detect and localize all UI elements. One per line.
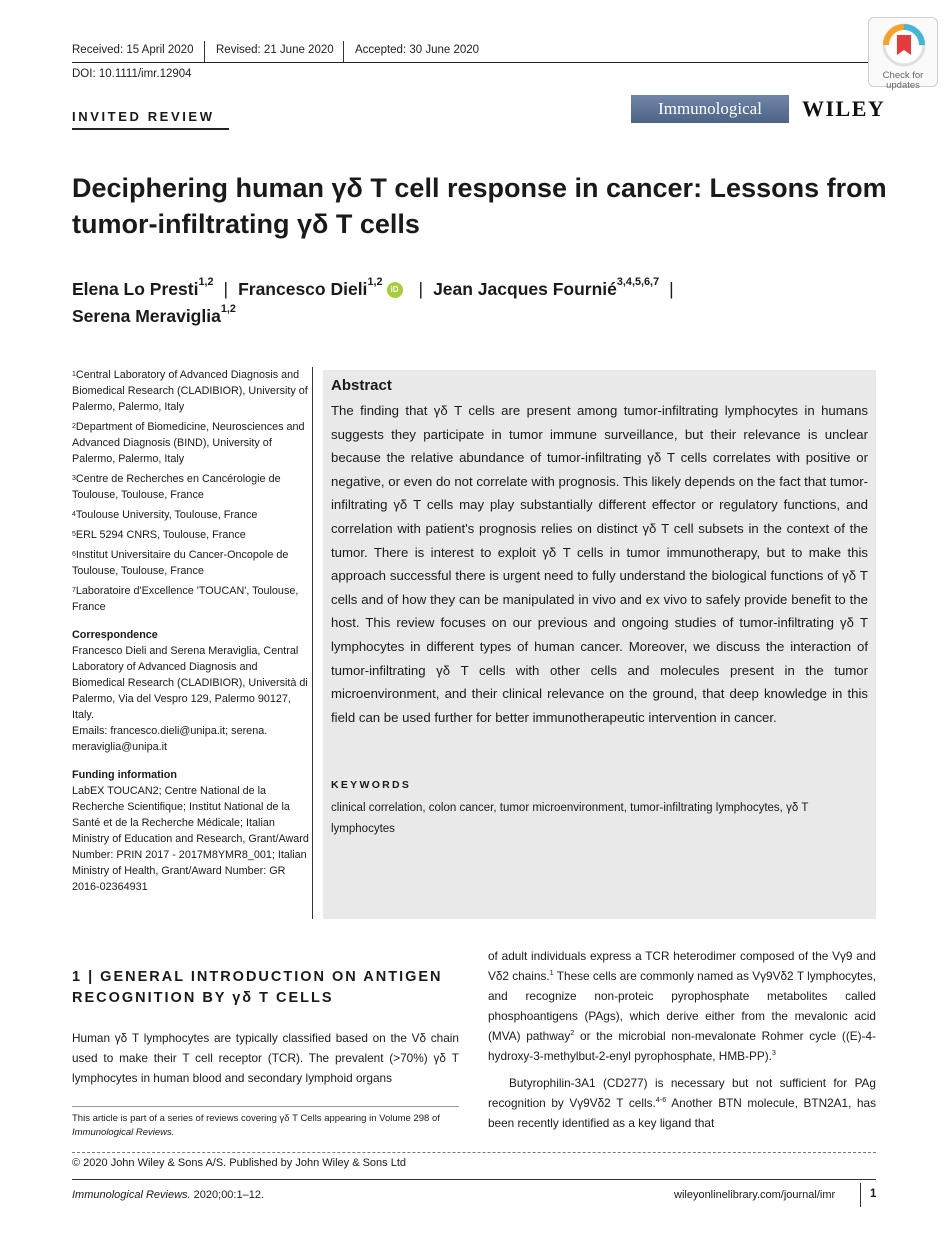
journal-logo: Immunological Reviews [631, 95, 789, 123]
affiliation: $^3$Centre de Recherches en Cancérologie de Toulouse, Toulouse, France [72, 473, 281, 501]
abstract-text: The finding that γδ T cells are present among tumor-infiltrating lymphocytes in humans suggests they participate in tumor immune surveillance, but their relevance is unclear because the relative abundance of tumor-infiltrating γδ T cells correlates with positive or negative, or even do not correlate with prognosis. This likely depends on the fact that tumor-infiltrating γδ T cells may play substantially different effector or regulatory functions, and correlation with patient's prognosis relies on distinct γδ T cell subsets in the context of the tumor. There is interest to exploit γδ T cells in tumor immunotherapy, but to make this approach successful there is urgent need to fully understand the biological functions of γδ T cells and of how they can be manipulated in vivo and ex vivo to safely provide benefit to the host. This review focuses on our previous and ongoing studies of tumor-infiltrating γδ T lymphocytes in different types of human cancer. Moreover, we discuss the interaction of tumor-infiltrating γδ T cells with other cells and molecules present in the tumor microenvironment, and their clinical relevance on the ground, that deep knowledge in this field can be used further for better immunotherapeutic intervention in cancer. [331, 403, 868, 725]
orcid-icon[interactable]: iD [387, 282, 403, 298]
copyright-rule [72, 1152, 876, 1153]
funding-heading: Funding information [72, 769, 177, 781]
article-type-underline [72, 128, 229, 130]
funding-text: LabEX TOUCAN2; Centre National de la Recherche Scientifique; Institut National de la Santé et de la Recherche Médicale; Italian Ministry of Education and Research, Grant/Award Number: PRIN 2017 - 2017M8YMR8_001; Italian Ministry of Health, Grant/Award Number: GR 2016-02364931 [72, 785, 309, 893]
author-name[interactable]: Elena Lo Presti [72, 279, 199, 299]
header-rule [72, 62, 872, 63]
citation-ref[interactable]: 2 [570, 1028, 575, 1037]
journal-citation: Immunological Reviews. 2020;00:1–12. [72, 1189, 265, 1201]
affiliation: $^4$Toulouse University, Toulouse, France [72, 509, 258, 521]
affiliation: $^6$Institut Universitaire du Cancer-Oncopole de Toulouse, Toulouse, France [72, 549, 289, 577]
accepted-date: Accepted: 30 June 2020 [355, 44, 480, 56]
affiliation: $^1$Central Laboratory of Advanced Diagnosis and Biomedical Research (CLADIBIOR), University of Palermo, Palermo, Italy [72, 369, 308, 413]
citation-ref[interactable]: 3 [771, 1048, 776, 1057]
author-name[interactable]: Francesco Dieli [238, 279, 368, 299]
article-title: Deciphering human γδ T cell response in cancer: Lessons from tumor-infiltrating γδ T cells [72, 173, 887, 239]
affiliation: $^7$Laboratoire d'Excellence 'TOUCAN', Toulouse, France [72, 585, 299, 613]
body-paragraph: Butyrophilin-3A1 (CD277) is necessary but not sufficient for PAg recognition by Vγ9Vδ2 T cells.$^{4-6}$ Another BTN molecule, BTN2A1, has been recently identified as a key ligand that [488, 1076, 876, 1130]
keywords-text: clinical correlation, colon cancer, tumor microenvironment, tumor-infiltrating lymphocytes, γδ T lymphocytes [331, 802, 809, 835]
affiliation: $^5$ERL 5294 CNRS, Toulouse, France [72, 529, 246, 541]
journal-website-link[interactable]: wileyonlinelibrary.com/journal/imr [674, 1189, 836, 1201]
revised-date: Revised: 21 June 2020 [216, 44, 334, 56]
column-divider [312, 367, 313, 919]
affiliation: $^2$Department of Biomedicine, Neurosciences and Advanced Diagnosis (BIND), University of Palermo, Palermo, Italy [72, 421, 305, 465]
author-name[interactable]: Serena Meraviglia [72, 306, 221, 326]
header-divider [343, 41, 344, 63]
correspondence-emails[interactable]: Emails: francesco.dieli@unipa.it; serena. meraviglia@unipa.it [72, 725, 268, 753]
doi[interactable]: DOI: 10.1111/imr.12904 [72, 68, 192, 80]
footnote-rule [72, 1106, 459, 1107]
page-number: 1 [870, 1188, 877, 1200]
bookmark-icon [869, 18, 939, 70]
body-paragraph: of adult individuals express a TCR heterodimer composed of the Vγ9 and Vδ2 chains.$^1$ These cells are commonly named as Vγ9Vδ2 T lymphocytes, and recognize non-proteic pyrophosphate metabolites called phosphoantigens (PAgs), which derive either from the mevalonic acid (MVA) pathway$^2$ or the microbial non-mevalonate Rohmer cycle ((E)-4-hydroxy-3-methylbut-2-enyl pyrophosphate, HMB-PP).$^3$ [488, 949, 876, 1063]
footer-rule [72, 1179, 876, 1180]
citation-ref[interactable]: 1 [549, 968, 554, 977]
body-paragraph: Human γδ T lymphocytes are typically classified based on the Vδ chain used to make their T cell receptor (TCR). The prevalent (>70%) γδ T lymphocytes in human blood and secondary lymphoid organs [72, 1031, 459, 1085]
author-affil-sup: 1,2 [367, 276, 383, 288]
article-type: INVITED REVIEW [72, 109, 215, 124]
check-for-updates-label: Check for updates [882, 70, 924, 91]
keywords-heading: KEYWORDS [331, 779, 412, 791]
footnote: This article is part of a series of reviews covering γδ T Cells appearing in Volume 298 of Immunological Reviews. [72, 1113, 440, 1138]
author-affil-sup: 3,4,5,6,7 [616, 276, 660, 288]
section-heading: 1 | GENERAL INTRODUCTION ON ANTIGEN RECOGNITION BY γδ T CELLS [72, 969, 443, 1006]
publisher-logo: WILEY [802, 96, 886, 121]
abstract-heading: Abstract [331, 377, 392, 394]
author-line-2 [72, 303, 236, 327]
author-name[interactable]: Jean Jacques Fournié [433, 279, 617, 299]
received-date: Received: 15 April 2020 [72, 44, 194, 56]
author-affil-sup: 1,2 [198, 276, 214, 288]
citation-ref[interactable]: 4-6 [655, 1095, 667, 1104]
copyright: © 2020 John Wiley & Sons A/S. Published by John Wiley & Sons Ltd [72, 1157, 407, 1169]
correspondence-heading: Correspondence [72, 629, 158, 641]
page-number-divider [860, 1183, 861, 1207]
correspondence-text: Francesco Dieli and Serena Meraviglia, Central Laboratory of Advanced Diagnosis and Biomedical Research (CLADIBIOR), Università di Palermo, Via del Vespro 129, Palermo 90127, Italy. [72, 645, 308, 721]
author-line-1: Elena Lo Presti$^{1,2}$ | Francesco Dieli$^{1,2}$iD | Jean Jacques Fournié$^{3,4,5,6,7}$ | [72, 276, 674, 299]
header-divider [204, 41, 205, 63]
author-affil-sup: 1,2 [220, 303, 236, 315]
affiliations-column [72, 367, 312, 895]
check-for-updates-button[interactable] [868, 17, 938, 91]
